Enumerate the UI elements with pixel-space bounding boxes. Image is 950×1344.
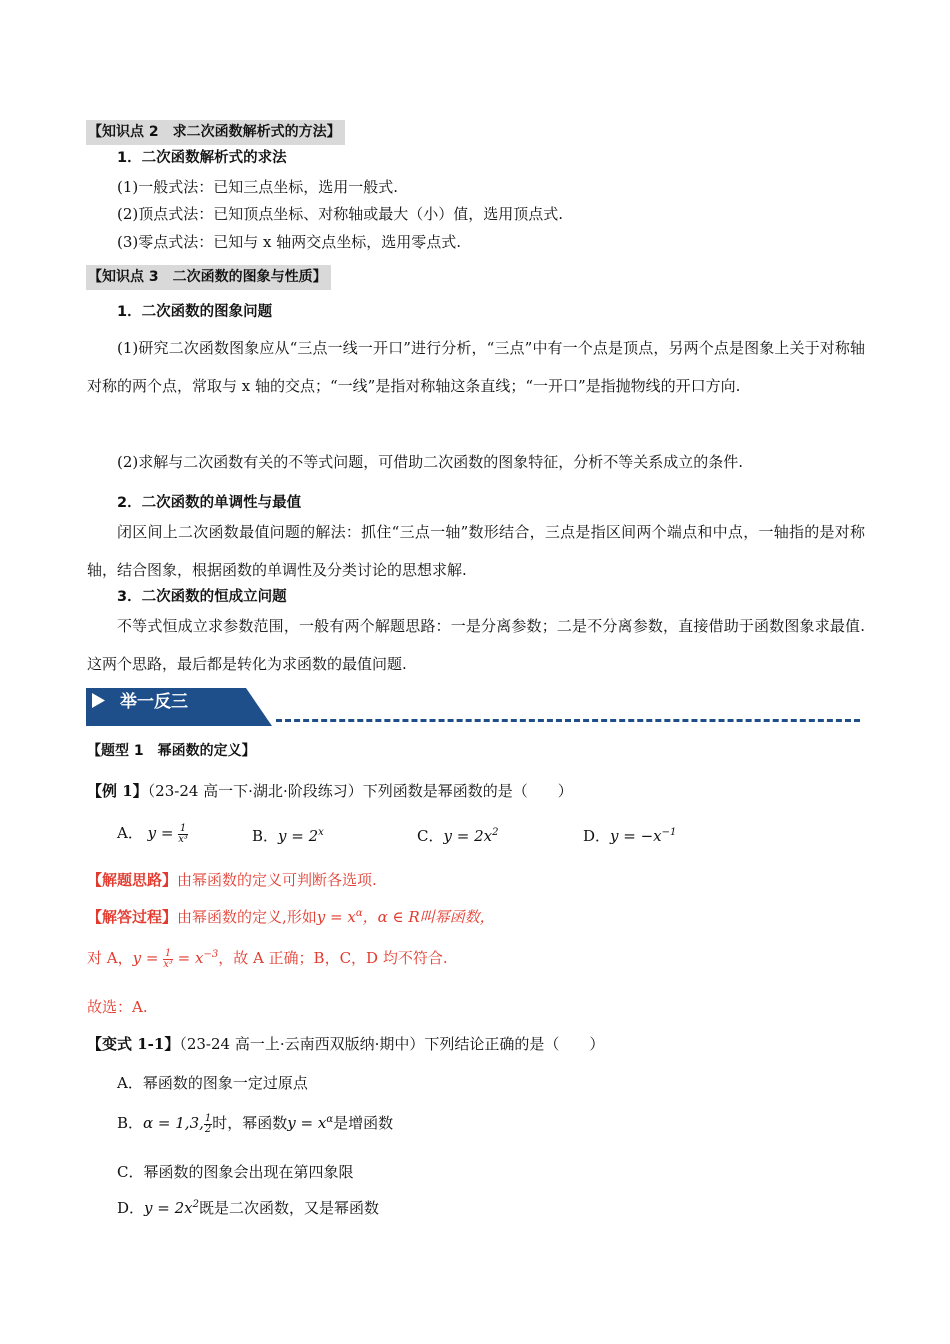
solution-fraction: $\frac{1}{\text{x³}}$ xyxy=(163,947,173,970)
solution-idea: 【解题思路】由幂函数的定义可判断各选项. xyxy=(87,871,377,889)
kp2-item-1: (1)一般式法：已知三点坐标，选用一般式. xyxy=(117,178,399,196)
option-b[interactable]: B．$y = 2^x$ xyxy=(252,827,324,845)
variant-1-1-question: 【变式 1-1】（23-24 高一上·云南西双版纳·期中）下列结论正确的是（ ） xyxy=(87,1035,605,1053)
option-a-fraction: $\frac{1}{\text{x³}}$ xyxy=(178,822,188,845)
example-1-label: 【例 1】 xyxy=(87,782,148,800)
option-b-math: y = 2 xyxy=(278,827,319,845)
option-c-label: C． xyxy=(417,827,444,845)
kp2-subheading: 1．二次函数解析式的求法 xyxy=(117,150,287,166)
variant-option-c[interactable]: C．幂函数的图象会出现在第四象限 xyxy=(117,1163,354,1181)
option-d-math: y = −x xyxy=(610,827,662,845)
option-c[interactable]: C．$y = 2x^2$ xyxy=(417,827,499,845)
option-c-math: y = 2x xyxy=(443,827,493,845)
banner-label: 举一反三 xyxy=(120,692,188,712)
kp3-subheading-2: 2．二次函数的单调性与最值 xyxy=(117,495,302,511)
solution-line-2: 对 A，y = $\frac{1}{\text{x³}}$ = $x^{-3}$，故 A 正确；B，C，D 均不符合. xyxy=(87,947,448,970)
option-b-label: B． xyxy=(252,827,279,845)
section-banner xyxy=(86,688,272,726)
variant-1-1-label: 【变式 1-1】 xyxy=(87,1035,180,1053)
banner-dashed-rule xyxy=(276,719,860,722)
variant-b-fraction: $\frac{1}{2}$ xyxy=(204,1112,212,1135)
variant-option-d[interactable]: D．$y = 2x^2$既是二次函数，又是幂函数 xyxy=(117,1199,380,1217)
kp3-paragraph-4: 不等式恒成立求参数范围，一般有两个解题思路：一是分离参数；二是不分离参数，直接借助于函数图象求最值.这两个思路，最后都是转化为求函数的最值问题. xyxy=(87,617,865,673)
variant-option-b[interactable]: B．α = 1,3, $\frac{1}{2}$ 时，幂函数$y = x^\alpha$是增函数 xyxy=(117,1112,394,1135)
option-a-label: A． xyxy=(117,824,143,842)
solution-process: 【解答过程】由幂函数的定义,形如$y = x^\alpha$，α ∈ R叫幂函数， xyxy=(87,908,495,926)
kp3-subheading-3: 3．二次函数的恒成立问题 xyxy=(117,589,287,605)
knowledge-point-3-header: 【知识点 3 二次函数的图象与性质】 xyxy=(86,265,331,290)
example-1-question xyxy=(87,780,573,801)
kp2-item-3: (3)零点式法：已知与 x 轴两交点坐标，选用零点式. xyxy=(117,233,462,251)
kp2-item-2: (2)顶点式法：已知顶点坐标、对称轴或最大（小）值，选用顶点式. xyxy=(117,205,564,223)
option-d[interactable]: D．$y = -x^{-1}$ xyxy=(583,827,677,845)
option-d-label: D． xyxy=(583,827,611,845)
option-a-lhs: y = xyxy=(147,824,174,842)
option-a[interactable] xyxy=(117,822,188,845)
solution-process-label: 【解答过程】 xyxy=(87,908,178,926)
solution-idea-label: 【解题思路】 xyxy=(87,871,178,889)
kp3-paragraph-2: (2)求解与二次函数有关的不等式问题，可借助二次函数的图象特征，分析不等关系成立的条件. xyxy=(117,453,744,471)
answer: 故选：A. xyxy=(87,998,148,1016)
example-1-source: （23-24 高一下·湖北·阶段练习）下列函数是幂函数的是（ ） xyxy=(147,782,573,800)
kp3-subheading-1: 1．二次函数的图象问题 xyxy=(117,304,273,320)
kp3-paragraph-3: 闭区间上二次函数最值问题的解法：抓住“三点一轴”数形结合，三点是指区间两个端点和中点，一轴指的是对称轴，结合图象，根据函数的单调性及分类讨论的思想求解. xyxy=(87,523,865,579)
variant-option-a[interactable]: A．幂函数的图象一定过原点 xyxy=(117,1074,308,1092)
kp3-paragraph-1: (1)研究二次函数图象应从“三点一线一开口”进行分析，“三点”中有一个点是顶点，另两个点是图象上关于对称轴对称的两个点，常取与 x 轴的交点；“一线”是指对称轴这条直线；“一开口”是指抛物线的开口方向. xyxy=(87,339,865,395)
type-1-header: 【题型 1 幂函数的定义】 xyxy=(87,743,256,759)
knowledge-point-2-header: 【知识点 2 求二次函数解析式的方法】 xyxy=(86,120,345,145)
